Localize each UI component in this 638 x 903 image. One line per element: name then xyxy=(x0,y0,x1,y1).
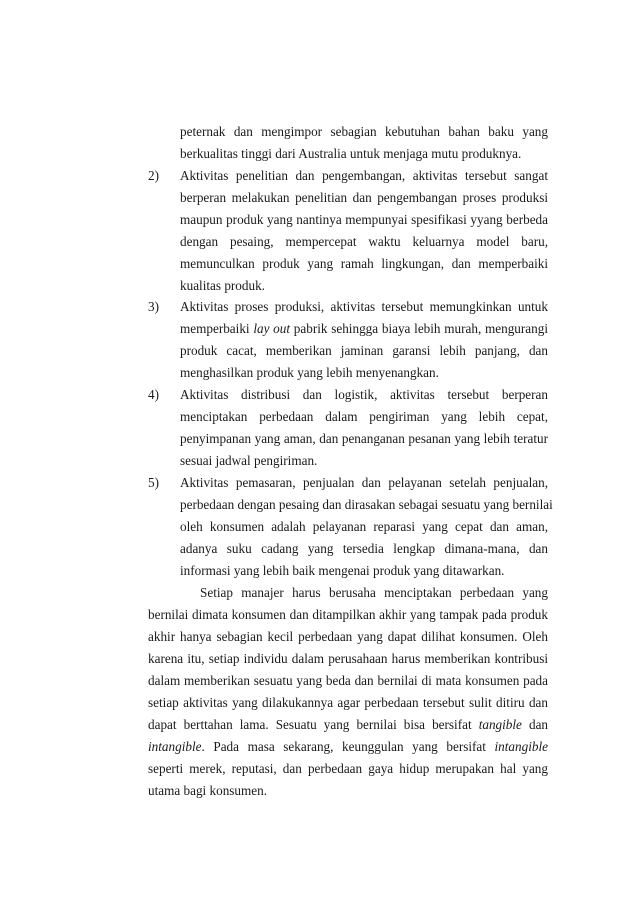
list-item-line: produk cacat, memberikan jaminan garansi lebih panjang, dan xyxy=(180,343,548,358)
list-item-line: maupun produk yang nantinya mempunyai spesifikasi yyang berbeda xyxy=(180,212,548,227)
list-item-number: 4) xyxy=(148,387,159,402)
paragraph-line: dalam memberikan sesuatu yang beda dan bernilai di mata konsumen pada xyxy=(148,673,548,688)
list-item-line: Aktivitas penelitian dan pengembangan, aktivitas tersebut sangat xyxy=(180,168,548,183)
list-item-number: 3) xyxy=(148,299,159,314)
continuation-line-2: berkualitas tinggi dari Australia untuk menjaga mutu produknya. xyxy=(180,146,522,161)
list-item-line: dengan pesaing, mempercepat waktu keluarnya model baru, xyxy=(180,234,548,249)
paragraph-line: karena itu, setiap individu dalam perusahaan harus memberikan kontribusi xyxy=(148,651,548,666)
list-item-line: Aktivitas pemasaran, penjualan dan pelayanan setelah penjualan, xyxy=(180,475,548,490)
list-item-line: perbedaan dengan pesaing dan dirasakan sebagai sesuatu yang bernilai xyxy=(180,497,553,512)
paragraph-line: akhir hanya sebagian kecil perbedaan yang dapat dilihat konsumen. Oleh xyxy=(148,629,548,644)
paragraph-line: utama bagi konsumen. xyxy=(148,783,268,798)
paragraph-line-mixed xyxy=(148,717,548,733)
text-run: . Pada masa sekarang, keunggulan yang bersifat xyxy=(201,739,486,754)
list-item-line: menciptakan perbedaan dalam pengiriman yang lebih cepat, xyxy=(180,409,548,424)
list-item-line: berperan melakukan penelitian dan pengembangan proses produksi xyxy=(180,190,548,205)
italic-term: intangible xyxy=(148,739,202,754)
list-item-line: oleh konsumen adalah pelayanan reparasi yang cepat dan aman, xyxy=(180,519,548,534)
paragraph-line: Setiap manajer harus berusaha menciptakan perbedaan yang xyxy=(200,585,548,600)
paragraph-line: seperti merek, reputasi, dan perbedaan gaya hidup merupakan hal yang xyxy=(148,761,548,776)
list-item-number: 2) xyxy=(148,168,159,183)
italic-term: intangible xyxy=(494,739,548,754)
list-item-line: Aktivitas proses produksi, aktivitas tersebut memungkinkan untuk xyxy=(180,299,548,314)
list-item-line: penyimpanan yang aman, dan penanganan pesanan yang lebih teratur xyxy=(180,431,548,446)
list-item-number: 5) xyxy=(148,475,159,490)
list-item-line: Aktivitas distribusi dan logistik, aktivitas tersebut berperan xyxy=(180,387,548,402)
list-item-line: informasi yang lebih baik mengenai produk yang ditawarkan. xyxy=(180,563,505,578)
list-item-line: memunculkan produk yang ramah lingkungan, dan memperbaiki xyxy=(180,256,548,271)
continuation-line-1: peternak dan mengimpor sebagian kebutuhan bahan baku yang xyxy=(180,124,548,139)
text-run: dan xyxy=(528,717,549,732)
list-item-line: kualitas produk. xyxy=(180,278,265,293)
list-item-line: sesuai jadwal pengiriman. xyxy=(180,453,318,468)
list-item-line: adanya suku cadang yang tersedia lengkap dimana-mana, dan xyxy=(180,541,548,556)
paragraph-line-mixed xyxy=(148,739,548,755)
italic-term: lay out xyxy=(253,321,291,336)
list-item-line-mixed xyxy=(180,321,548,337)
text-run: dapat berttahan lama. Sesuatu yang bernilai bisa bersifat xyxy=(148,717,472,732)
paragraph-line: bernilai dimata konsumen dan ditampilkan akhir yang tampak pada produk xyxy=(148,607,548,622)
text-run: pabrik sehingga biaya lebih murah, mengurangi xyxy=(293,321,548,336)
italic-term: tangible xyxy=(478,717,522,732)
list-item-line: menghasilkan produk yang lebih menyenangkan. xyxy=(180,365,439,380)
paragraph-line: setiap aktivitas yang dilakukannya agar perbedaan tersebut sulit ditiru dan xyxy=(148,695,548,710)
text-run: memperbaiki xyxy=(180,321,250,336)
